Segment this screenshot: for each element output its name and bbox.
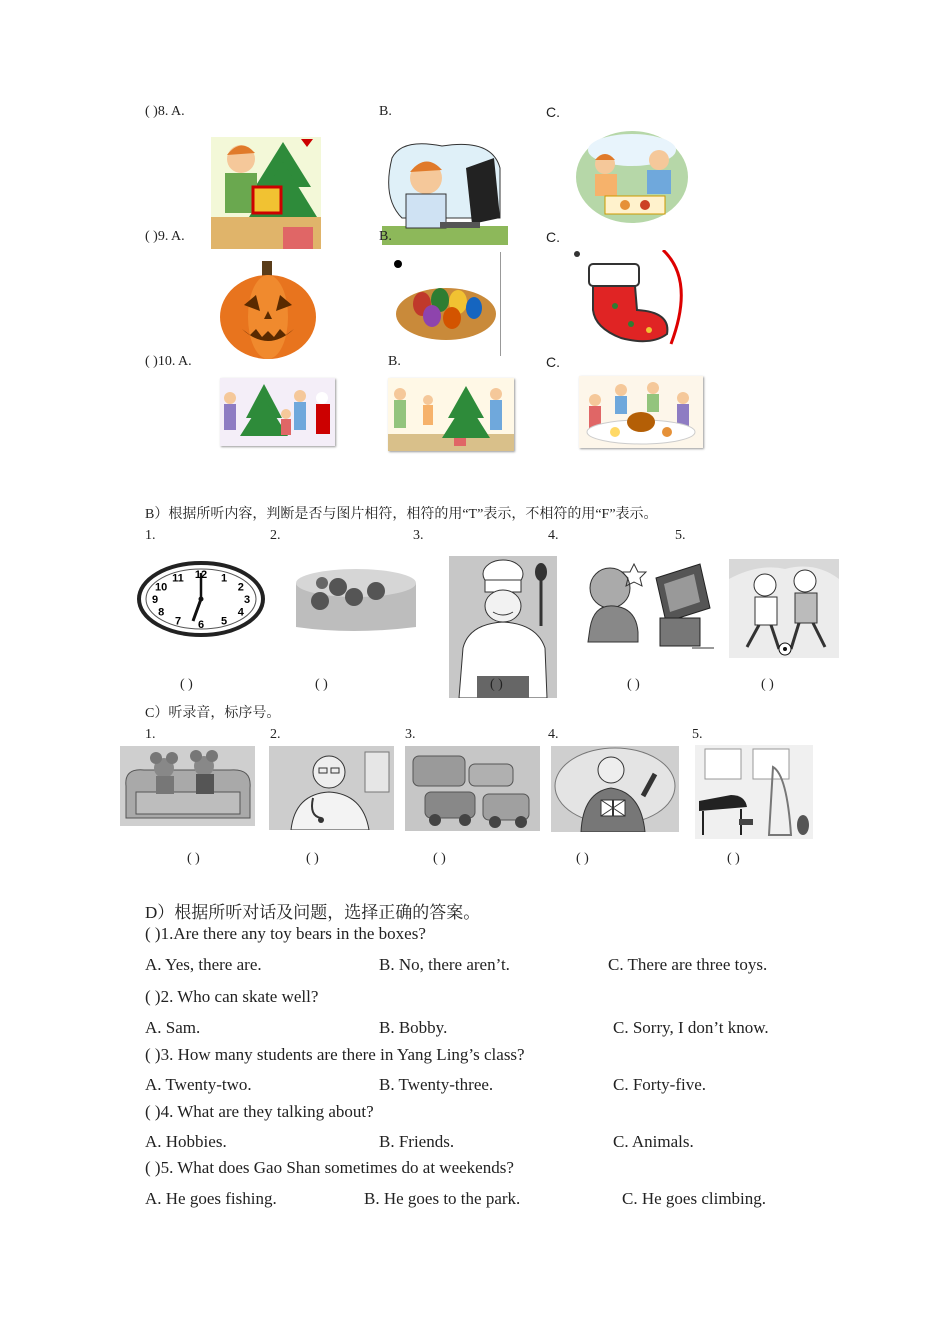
clock-numeral: 3 xyxy=(243,594,251,606)
question-d2-option-b[interactable]: B. Bobby. xyxy=(379,1018,448,1037)
picture-clock xyxy=(137,561,265,637)
part-c-answer-1[interactable]: ( ) xyxy=(187,851,200,866)
part-c-instruction: C）听录音，标序号。 xyxy=(145,706,281,721)
picture-christmas-stocking xyxy=(571,250,689,350)
question-d2-option-a[interactable]: A. Sam. xyxy=(145,1018,201,1037)
part-c-number-1: 1. xyxy=(145,727,156,742)
question-d2-option-c[interactable]: C. Sorry, I don’t know. xyxy=(613,1018,769,1037)
question-d1-option-b[interactable]: B. No, there aren’t. xyxy=(379,955,510,974)
question-9-option-c-label: C. xyxy=(546,229,560,245)
picture-boy-in-sweater xyxy=(551,746,679,832)
question-10-option-b-label: B. xyxy=(388,354,401,369)
question-d1-option-c[interactable]: C. There are three toys. xyxy=(608,955,768,974)
part-c-answer-2[interactable]: ( ) xyxy=(306,851,319,866)
clock-numeral: 10 xyxy=(155,581,168,594)
question-d3: ( )3. How many students are there in Yang Ling’s class? xyxy=(145,1045,525,1064)
question-d3-option-b[interactable]: B. Twenty-three. xyxy=(379,1075,494,1094)
part-c-number-3: 3. xyxy=(405,727,416,742)
part-c-answer-4[interactable]: ( ) xyxy=(576,851,589,866)
picture-boy-with-present xyxy=(211,137,321,249)
clock-numeral: 11 xyxy=(172,572,184,585)
part-b-number-2: 2. xyxy=(270,528,281,543)
picture-boy-playing-video-game xyxy=(580,558,714,652)
question-d5-option-b[interactable]: B. He goes to the park. xyxy=(364,1189,521,1208)
question-9-option-b-label: B. xyxy=(379,229,392,244)
picture-family-thanksgiving-dinner xyxy=(579,376,703,448)
clock-numeral: 9 xyxy=(151,594,159,606)
question-d4-option-a[interactable]: A. Hobbies. xyxy=(145,1132,227,1151)
clock-numeral: 4 xyxy=(237,606,244,619)
clock-numeral: 5 xyxy=(220,615,228,628)
question-d5-option-c[interactable]: C. He goes climbing. xyxy=(622,1189,767,1208)
question-8-label: ( )8. A. xyxy=(145,104,185,119)
picture-musical-instruments xyxy=(695,745,813,839)
clock-numeral: 12 xyxy=(194,569,208,581)
picture-boy-at-computer xyxy=(382,138,508,245)
part-c-number-4: 4. xyxy=(548,727,559,742)
part-b-number-1: 1. xyxy=(145,528,156,543)
part-b-number-5: 5. xyxy=(675,528,686,543)
question-10-label: ( )10. A. xyxy=(145,354,192,369)
question-8-option-c-label: C. xyxy=(546,104,560,120)
picture-boys-playing-football xyxy=(729,559,839,658)
picture-easter-eggs-basket xyxy=(392,252,501,356)
picture-family-decorating-tree xyxy=(388,378,514,451)
question-d1: ( )1.Are there any toy bears in the boxes? xyxy=(145,924,426,943)
part-b-number-4: 4. xyxy=(548,528,559,543)
picture-pumpkin xyxy=(216,257,320,362)
clock-numeral: 1 xyxy=(220,572,228,585)
part-c-answer-5[interactable]: ( ) xyxy=(727,851,740,866)
question-d3-option-a[interactable]: A. Twenty-two. xyxy=(145,1075,252,1094)
question-10-option-c-label: C. xyxy=(546,354,560,370)
question-d5-option-a[interactable]: A. He goes fishing. xyxy=(145,1189,277,1208)
question-d2: ( )2. Who can skate well? xyxy=(145,987,319,1006)
clock-numeral: 8 xyxy=(158,606,165,619)
part-b-answer-4[interactable]: ( ) xyxy=(627,677,640,692)
picture-picnic xyxy=(575,130,689,224)
clock-numeral: 2 xyxy=(237,581,244,594)
clock-numeral: 6 xyxy=(197,619,205,631)
picture-plate-of-fruit xyxy=(292,563,422,633)
question-8-option-b-label: B. xyxy=(379,104,392,119)
part-b-answer-3[interactable]: ( ) xyxy=(490,677,503,692)
part-b-instruction: B）根据所听内容，判断是否与图片相符，相符的用“T”表示，不相符的用“F”表示。 xyxy=(145,507,658,522)
part-c-answer-3[interactable]: ( ) xyxy=(433,851,446,866)
part-b-answer-1[interactable]: ( ) xyxy=(180,677,193,692)
part-b-number-3: 3. xyxy=(413,528,424,543)
part-b-answer-2[interactable]: ( ) xyxy=(315,677,328,692)
clock-numeral: 7 xyxy=(174,615,182,628)
question-d1-option-a[interactable]: A. Yes, there are. xyxy=(145,955,262,974)
question-d4: ( )4. What are they talking about? xyxy=(145,1102,374,1121)
part-c-number-5: 5. xyxy=(692,727,703,742)
picture-mice-on-sofa xyxy=(120,746,255,826)
picture-doctor xyxy=(269,746,394,830)
question-d3-option-c[interactable]: C. Forty-five. xyxy=(613,1075,707,1094)
part-c-number-2: 2. xyxy=(270,727,281,742)
picture-toy-cars xyxy=(405,746,540,831)
picture-family-christmas-santa xyxy=(220,378,335,446)
question-9-label: ( )9. A. xyxy=(145,229,185,244)
part-b-answer-5[interactable]: ( ) xyxy=(761,677,774,692)
picture-chef xyxy=(449,556,557,698)
question-d4-option-c[interactable]: C. Animals. xyxy=(613,1132,694,1151)
question-d5: ( )5. What does Gao Shan sometimes do at weekends? xyxy=(145,1158,514,1177)
question-d4-option-b[interactable]: B. Friends. xyxy=(379,1132,455,1151)
part-d-instruction: D）根据所听对话及问题，选择正确的答案。 xyxy=(145,903,481,922)
